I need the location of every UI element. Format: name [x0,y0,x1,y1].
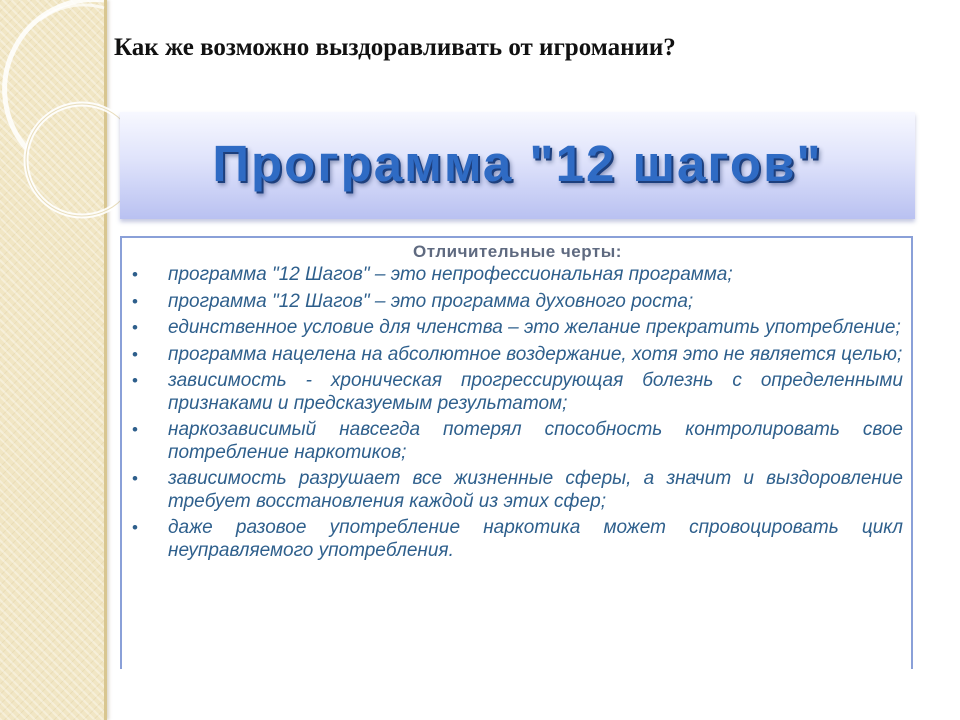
program-banner-title: Программа "12 шагов" [212,135,823,192]
list-item [128,419,907,464]
features-list [128,264,907,562]
list-item-text: программа нацелена на абсолютное воздержание, хотя это не является целью; [168,343,903,365]
list-item [128,517,907,562]
program-banner [120,112,915,219]
list-item [128,317,907,340]
list-item-text: программа "12 Шагов" – это непрофессиональная программа; [168,264,733,285]
list-item [128,264,907,287]
list-item-text: зависимость - хроническая прогрессирующая болезнь с определенными признаками и предсказуемым результатом; [168,370,903,414]
list-item-text: программа "12 Шагов" – это программа духовного роста; [168,290,694,312]
bullet-icon: • [132,318,138,337]
bullet-icon: • [132,344,138,364]
list-item [128,291,907,314]
features-heading: Отличительные черты: [413,242,622,261]
list-item-text: зависимость разрушает все жизненные сферы, а значит и выздоровление требует восстановления каждой из этих сфер; [168,468,903,512]
list-item-text: даже разовое употребление наркотика может спровоцировать цикл неуправляемого употребления. [168,517,903,561]
bullet-icon: • [132,469,138,488]
list-item-text: наркозависимый навсегда потерял способность контролировать свое потребление наркотиков; [168,419,903,463]
list-item [128,468,907,513]
bullet-icon: • [132,371,138,390]
list-item [128,344,907,367]
bullet-icon: • [132,420,138,439]
bullet-icon: • [132,265,138,284]
bullet-icon: • [132,518,138,537]
bullet-icon: • [132,291,138,311]
list-item-text: единственное условие для членства – это желание прекратить употребление; [168,317,901,338]
list-item [128,370,907,415]
slide-title: Как же возможно выздоравливать от игромании? [114,34,676,61]
features-box [120,236,913,669]
